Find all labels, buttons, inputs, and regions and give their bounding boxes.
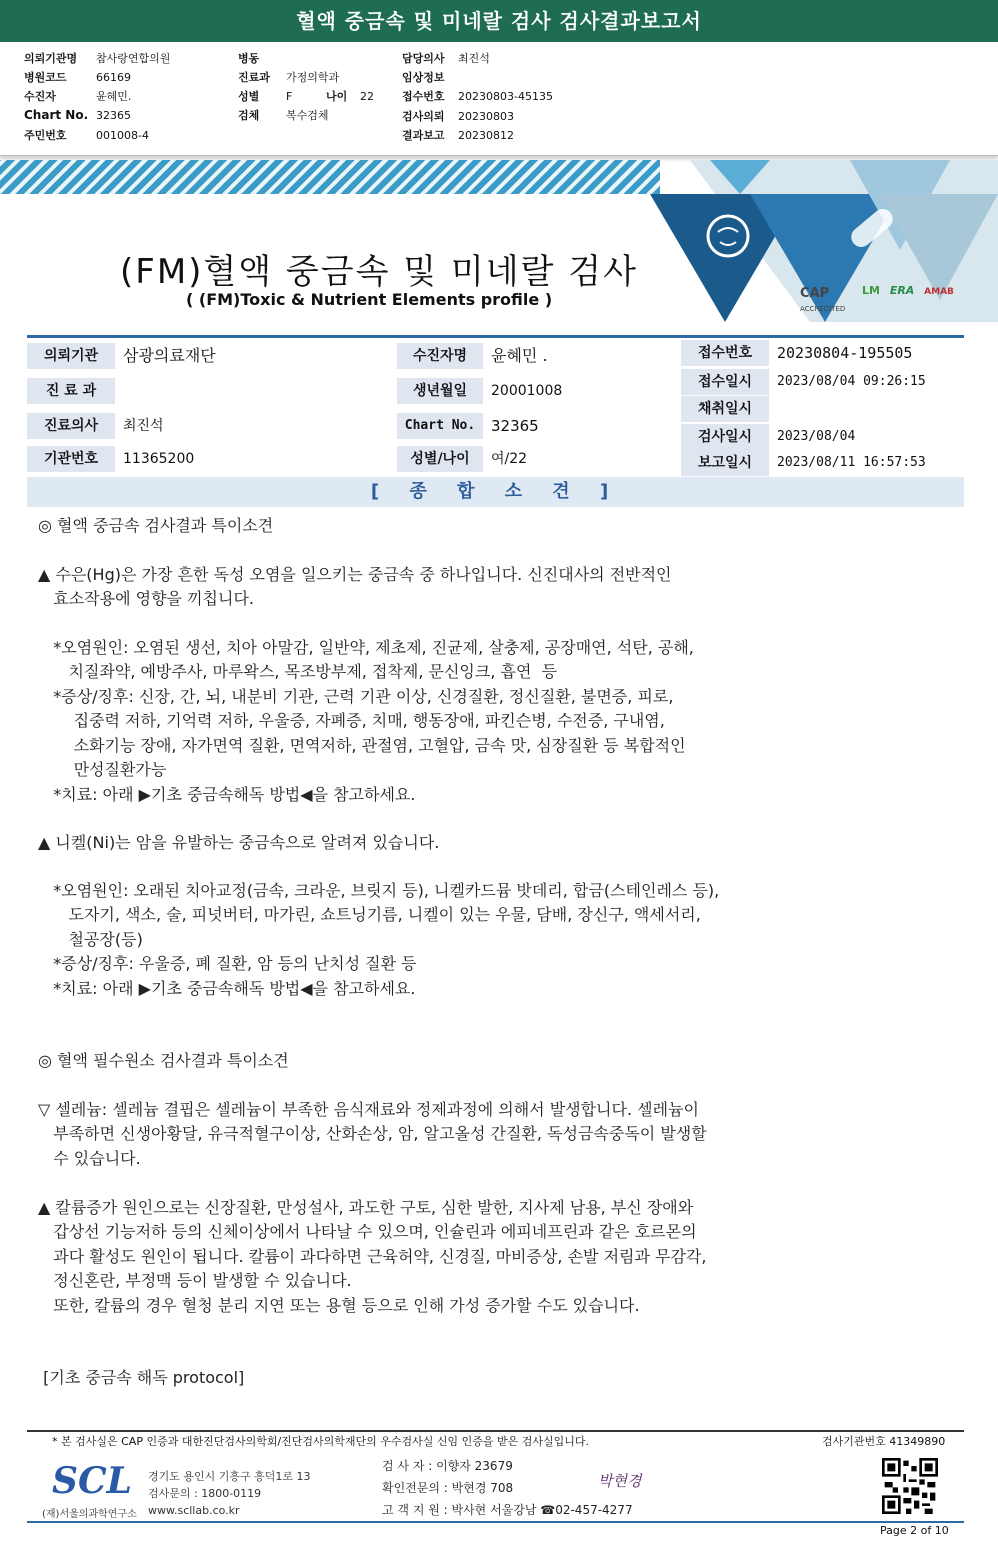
finding-line: 부족하면 신생아황달, 유극적혈구이상, 산화손상, 암, 알고올성 간질환, 독성금속중독이 발생할 — [38, 1124, 707, 1143]
label-chart-no: Chart No. — [397, 413, 483, 439]
finding-line: 만성질환가능 — [38, 760, 167, 779]
patient-info-table — [27, 335, 964, 473]
finding-line: 갑상선 기능저하 등의 신체이상에서 나타날 수 있으며, 인슐린과 에피네프린과 같은 호르몬의 — [38, 1222, 697, 1241]
hospital-code-row: 병원코드 66169 — [24, 71, 131, 84]
report-title-bar: 혈액 중금속 및 미네랄 검사 검사결과보고서 — [0, 0, 998, 42]
request-date-row: 검사의뢰 20230803 — [402, 110, 514, 123]
document-subtitle: ( (FM)Toxic & Nutrient Elements profile ) — [186, 290, 553, 309]
value-sex-age: 여/22 — [491, 451, 528, 467]
value-chart-no: 32365 — [491, 417, 539, 435]
lab-address: 경기도 용인시 기흥구 흥덕1로 13 검사문의 : 1800-0119 www.scllab.co.kr — [148, 1470, 311, 1517]
label-requester: 의뢰기관 — [27, 343, 115, 369]
finding-line: *치료: 아래 ▶기초 중금속해독 방법◀을 참고하세요. — [38, 979, 416, 998]
value-requester: 삼광의료재단 — [123, 346, 216, 365]
footer-org-code: 검사기관번호 41349890 — [822, 1435, 946, 1448]
chart-row: Chart No. 32365 — [24, 108, 131, 122]
header-stripes — [0, 160, 660, 194]
finding-line: 정신혼란, 부정맥 등이 발생할 수 있습니다. — [38, 1271, 352, 1290]
label-report-time: 보고일시 — [681, 450, 769, 476]
finding-line: 수 있습니다. — [38, 1149, 141, 1168]
summary-heading: [ 종 합 소 견 ] — [27, 477, 964, 507]
clinical-row: 임상정보 — [402, 71, 445, 84]
finding-line: 집중력 저하, 기억력 저하, 우울증, 자폐증, 치매, 행동장애, 파킨슨병, 수전증, 구내염, — [38, 711, 665, 730]
doctor-row: 담당의사 최진석 — [402, 52, 490, 65]
footer-divider — [27, 1430, 964, 1432]
dept-row: 진료과 가정의학과 — [238, 71, 340, 84]
label-birthdate: 생년월일 — [397, 378, 483, 404]
receipt-row: 접수번호 20230803-45135 — [402, 90, 553, 103]
finding-line: [기초 중금속 해독 protocol] — [38, 1368, 245, 1387]
patient-row: 수진자 윤혜민. — [24, 90, 132, 103]
finding-line: 철공장(등) — [38, 930, 143, 949]
scl-logo-subtitle: (재)서울의과학연구소 — [42, 1509, 137, 1520]
document-title: (FM)혈액 중금속 및 미네랄 검사 — [120, 252, 638, 292]
cap-logo: CAP ACCREDITED — [800, 286, 846, 313]
label-test-time: 검사일시 — [681, 424, 769, 450]
finding-line: *오염원인: 오염된 생선, 치아 아말감, 일반약, 제초제, 진균제, 살충제, 공장매연, 석탄, 공해, — [38, 638, 694, 657]
finding-line: 소화기능 장애, 자가면역 질환, 면역저하, 관절염, 고혈압, 금속 맛, 심장질환 등 복합적인 — [38, 736, 686, 755]
finding-line: ▽ 셀레늄: 셀레늄 결핍은 셀레늄이 부족한 음식재료와 정제과정에 의해서 발생합니다. 셀레늄이 — [38, 1100, 699, 1119]
finding-line: 도자기, 색소, 술, 피넛버터, 마가린, 쇼트닝기름, 니켈이 있는 우물, 담배, 장신구, 액세서리, — [38, 905, 701, 924]
era-logo: ERA — [889, 284, 915, 297]
value-department — [115, 378, 395, 404]
label-collection-time: 채취일시 — [681, 396, 769, 422]
label-physician: 진료의사 — [27, 413, 115, 439]
finding-line: 효소작용에 영향을 끼칩니다. — [38, 589, 254, 608]
value-institution-no: 11365200 — [123, 451, 195, 467]
signature: 박현경 — [598, 1472, 642, 1490]
label-receipt-no: 접수번호 — [681, 340, 769, 366]
value-receipt-time: 2023/08/04 09:26:15 — [777, 374, 926, 389]
finding-line: ◎ 혈액 중금속 검사결과 특이소견 — [38, 516, 274, 535]
report-date-row: 결과보고 20230812 — [402, 129, 514, 142]
ward-row: 병동 — [238, 52, 260, 65]
finding-line: *증상/징후: 우울증, 폐 질환, 암 등의 난치성 질환 등 — [38, 954, 417, 973]
specimen-row: 검체 복수검체 — [238, 109, 329, 122]
finding-line: ▲ 니켈(Ni)는 암을 유발하는 중금속으로 알려져 있습니다. — [38, 833, 440, 852]
accreditation-logos — [862, 284, 954, 297]
finding-line: *치료: 아래 ▶기초 중금속해독 방법◀을 참고하세요. — [38, 785, 416, 804]
label-receipt-time: 접수일시 — [681, 369, 769, 395]
value-receipt-no: 20230804-195505 — [777, 344, 913, 362]
value-report-time: 2023/08/11 16:57:53 — [777, 455, 926, 470]
value-collection-time — [769, 396, 964, 422]
footer-note: * 본 검사실은 CAP 인증과 대한진단검사의학회/진단검사의학재단의 우수검사실 신임 인증을 받은 검사실입니다. — [52, 1435, 590, 1448]
finding-line: ▲ 칼륨증가 원인으로는 신장질환, 만성설사, 과도한 구토, 심한 발한, 지사제 남용, 부신 장애와 — [38, 1198, 694, 1217]
finding-line: 또한, 칼륨의 경우 혈청 분리 지연 또는 용혈 등으로 인해 가성 증가할 수도 있습니다. — [38, 1296, 640, 1315]
label-institution-no: 기관번호 — [27, 446, 115, 472]
sex-row: 성별 F 나이 22 — [238, 90, 374, 103]
value-test-time: 2023/08/04 — [777, 429, 856, 444]
value-physician: 최진석 — [123, 418, 164, 434]
finding-line: *증상/징후: 신장, 간, 뇌, 내분비 기관, 근력 기관 이상, 신경질환, 정신질환, 불면증, 피로, — [38, 687, 674, 706]
top-info-panel — [0, 44, 998, 156]
finding-line: ◎ 혈액 필수원소 검사결과 특이소견 — [38, 1051, 289, 1070]
label-department: 진 료 과 — [27, 378, 115, 404]
value-patient-name: 윤혜민 . — [491, 346, 548, 365]
lm-logo: LM — [862, 284, 880, 297]
finding-line: ▲ 수은(Hg)은 가장 흔한 독성 오염을 일으키는 중금속 중 하나입니다. 신진대사의 전반적인 — [38, 565, 672, 584]
lab-staff: 검 사 자 : 이향자 23679 확인전문의 : 박현경 708 고 객 지 원 : 박사현 서울강남 ☎02-457-4277 — [382, 1459, 633, 1517]
amab-logo: AMAB — [924, 287, 954, 297]
requester-row: 의뢰기관명 참사랑연합의원 — [24, 52, 171, 65]
qr-code-icon — [882, 1458, 938, 1514]
finding-line: 과다 활성도 원인이 됩니다. 칼륨이 과다하면 근육허약, 신경질, 마비증상, 손발 저림과 무감각, — [38, 1247, 707, 1266]
label-sex-age: 성별/나이 — [397, 446, 483, 472]
scl-logo: SCL — [52, 1460, 132, 1502]
finding-line: 치질좌약, 예방주사, 마루왁스, 목조방부제, 접착제, 문신잉크, 흡연 등 — [38, 662, 558, 681]
resident-row: 주민번호 001008-4 — [24, 129, 149, 142]
value-birthdate: 20001008 — [491, 383, 563, 399]
label-patient-name: 수진자명 — [397, 343, 483, 369]
page-number: Page 2 of 10 — [880, 1524, 949, 1537]
finding-line: *오염원인: 오래된 치아교정(금속, 크라운, 브릿지 등), 니켈카드뮴 밧데리, 합금(스테인레스 등), — [38, 881, 720, 900]
